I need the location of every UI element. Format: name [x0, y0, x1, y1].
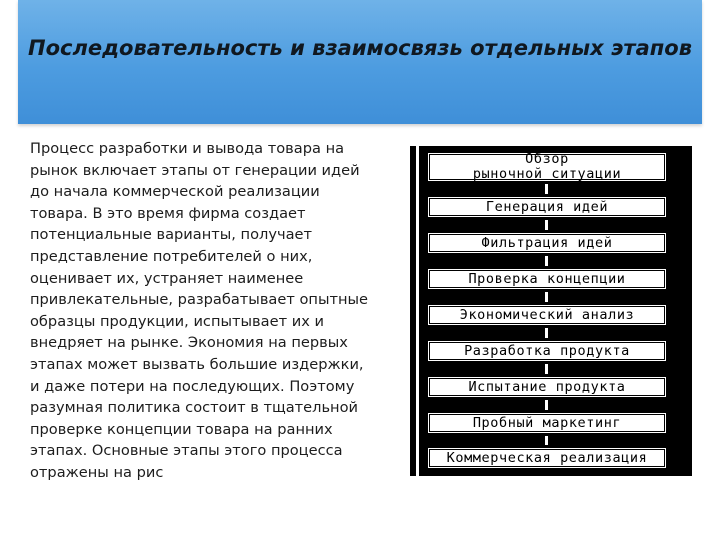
body-paragraph: Процесс разработки и вывода товара на рынок включает этапы от генерации идей до начала коммерческой реализации товара. В это время фирма создает потенциальные варианты, получает представление потребителей о них, оценивает их, устраняет наименее привлекательные, разрабатывает опытные образцы продукции, испытывает их и внедряет на рынке. Экономия на первых этапах может вызвать большие издержки, и даже потери на последующих. Поэтому разумная политика состоит в тщательной проверке концепции товара на ранних этапах. Основные этапы этого процесса отражены на рис	[30, 140, 369, 481]
stage-label: Обзор	[525, 151, 569, 167]
stage-product-development	[425, 338, 669, 364]
stage-label: Проверка концепции	[468, 271, 626, 287]
stage-connector	[545, 364, 548, 374]
stage-idea-filtering	[425, 230, 669, 256]
stage-label: Пробный маркетинг	[472, 415, 622, 431]
stage-idea-generation	[425, 194, 669, 220]
stage-economic-analysis	[425, 302, 669, 328]
stage-label: Разработка продукта	[464, 343, 630, 359]
stage-label: Коммерческая реализация	[446, 450, 648, 466]
stage-market-review	[425, 150, 669, 184]
stage-connector	[545, 256, 548, 266]
stage-connector	[545, 220, 548, 230]
stage-label: рыночной ситуации	[472, 166, 622, 182]
stage-concept-check	[425, 266, 669, 292]
stage-label: Экономический анализ	[459, 307, 635, 323]
stage-connector	[545, 328, 548, 338]
stage-product-testing	[425, 374, 669, 400]
stage-connector	[545, 184, 548, 194]
stage-connector	[545, 292, 548, 302]
diagram-edge	[416, 146, 419, 476]
stage-connector	[545, 400, 548, 410]
stage-test-marketing	[425, 410, 669, 436]
stage-label: Генерация идей	[485, 199, 609, 215]
stage-commercialization	[425, 445, 669, 471]
process-diagram	[410, 146, 692, 476]
stage-label: Испытание продукта	[468, 379, 626, 395]
stage-label: Фильтрация идей	[481, 235, 613, 251]
slide-title: Последовательность и взаимосвязь отдельных этапов	[28, 36, 692, 60]
